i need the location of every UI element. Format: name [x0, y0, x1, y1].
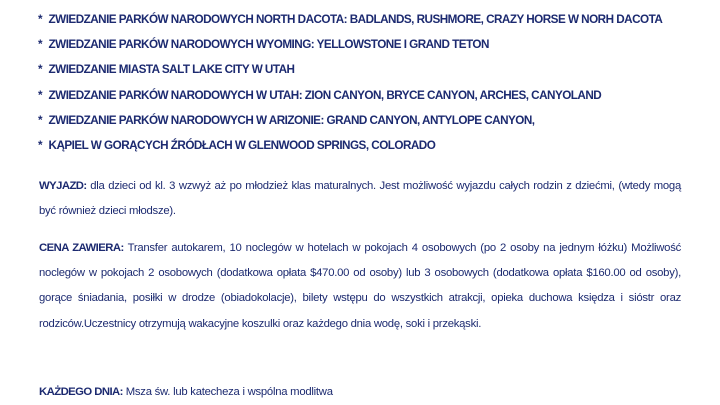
list-item	[38, 86, 662, 111]
list-item	[38, 136, 662, 161]
price-includes-text: Transfer autokarem, 10 noclegów w hotelach w pokojach 4 osobowych (po 2 osoby na jednym łóżku) Możliwość noclegów w pokojach 2 osobowych (dodatkowa opłata $470.00 od osoby) lub 3 osobowych (dodatkowa opłata $160.00 od osoby), gorące śniadania, posiłki w drodze (obiadokolacje), bilety wstępu do wszystkich atrakcji, opieka duchowa księdza i sióstr oraz rodziców.Uczestnicy otrzymują wakacyjne koszulki oraz każdego dnia wodę, soki i przekąski.	[39, 242, 682, 330]
bullet-text: ZWIEDZANIE PARKÓW NARODOWYCH W ARIZONIE: GRAND CANYON, ANTYLOPE CANYON,	[48, 112, 535, 127]
bullet-marker: *	[38, 87, 43, 102]
bullet-marker: *	[38, 37, 43, 52]
bullet-text: KĄPIEL W GORĄCYCH ŹRÓDŁACH W GLENWOOD SPRINGS, COLORADO	[48, 137, 436, 152]
list-item	[38, 35, 662, 60]
attractions-list	[38, 10, 688, 161]
every-day-paragraph	[39, 380, 681, 405]
list-item	[38, 10, 662, 35]
bullet-text: ZWIEDZANIE MIASTA SALT LAKE CITY W UTAH	[48, 62, 295, 77]
price-includes-paragraph	[39, 236, 681, 337]
bullet-marker: *	[38, 137, 43, 152]
bullet-text: ZWIEDZANIE PARKÓW NARODOWYCH WYOMING: YELLOWSTONE I GRAND TETON	[48, 37, 489, 52]
bullet-text: ZWIEDZANIE PARKÓW NARODOWYCH NORTH DACOTA: BADLANDS, RUSHMORE, CRAZY HORSE W NORH DACOTA	[48, 12, 663, 26]
departure-label: WYJAZD:	[39, 180, 87, 192]
departure-paragraph	[39, 174, 681, 224]
list-item	[38, 111, 662, 136]
bullet-marker: *	[38, 112, 43, 127]
list-item	[38, 60, 662, 85]
every-day-text: Msza św. lub katecheza i wspólna modlitwa	[125, 386, 333, 398]
bullet-marker: *	[38, 62, 43, 77]
bullet-marker: *	[38, 12, 43, 26]
bullet-text: ZWIEDZANIE PARKÓW NARODOWYCH W UTAH: ZION CANYON, BRYCE CANYON, ARCHES, CANYOLAND	[48, 87, 602, 102]
every-day-label: KAŻDEGO DNIA:	[39, 386, 123, 398]
departure-text: dla dzieci od kl. 3 wzwyż aż po młodzież klas maturalnych. Jest możliwość wyjazdu całych rodzin z dziećmi, (wtedy mogą być również dzieci młodsze).	[39, 180, 681, 218]
price-includes-label: CENA ZAWIERA:	[39, 242, 124, 254]
